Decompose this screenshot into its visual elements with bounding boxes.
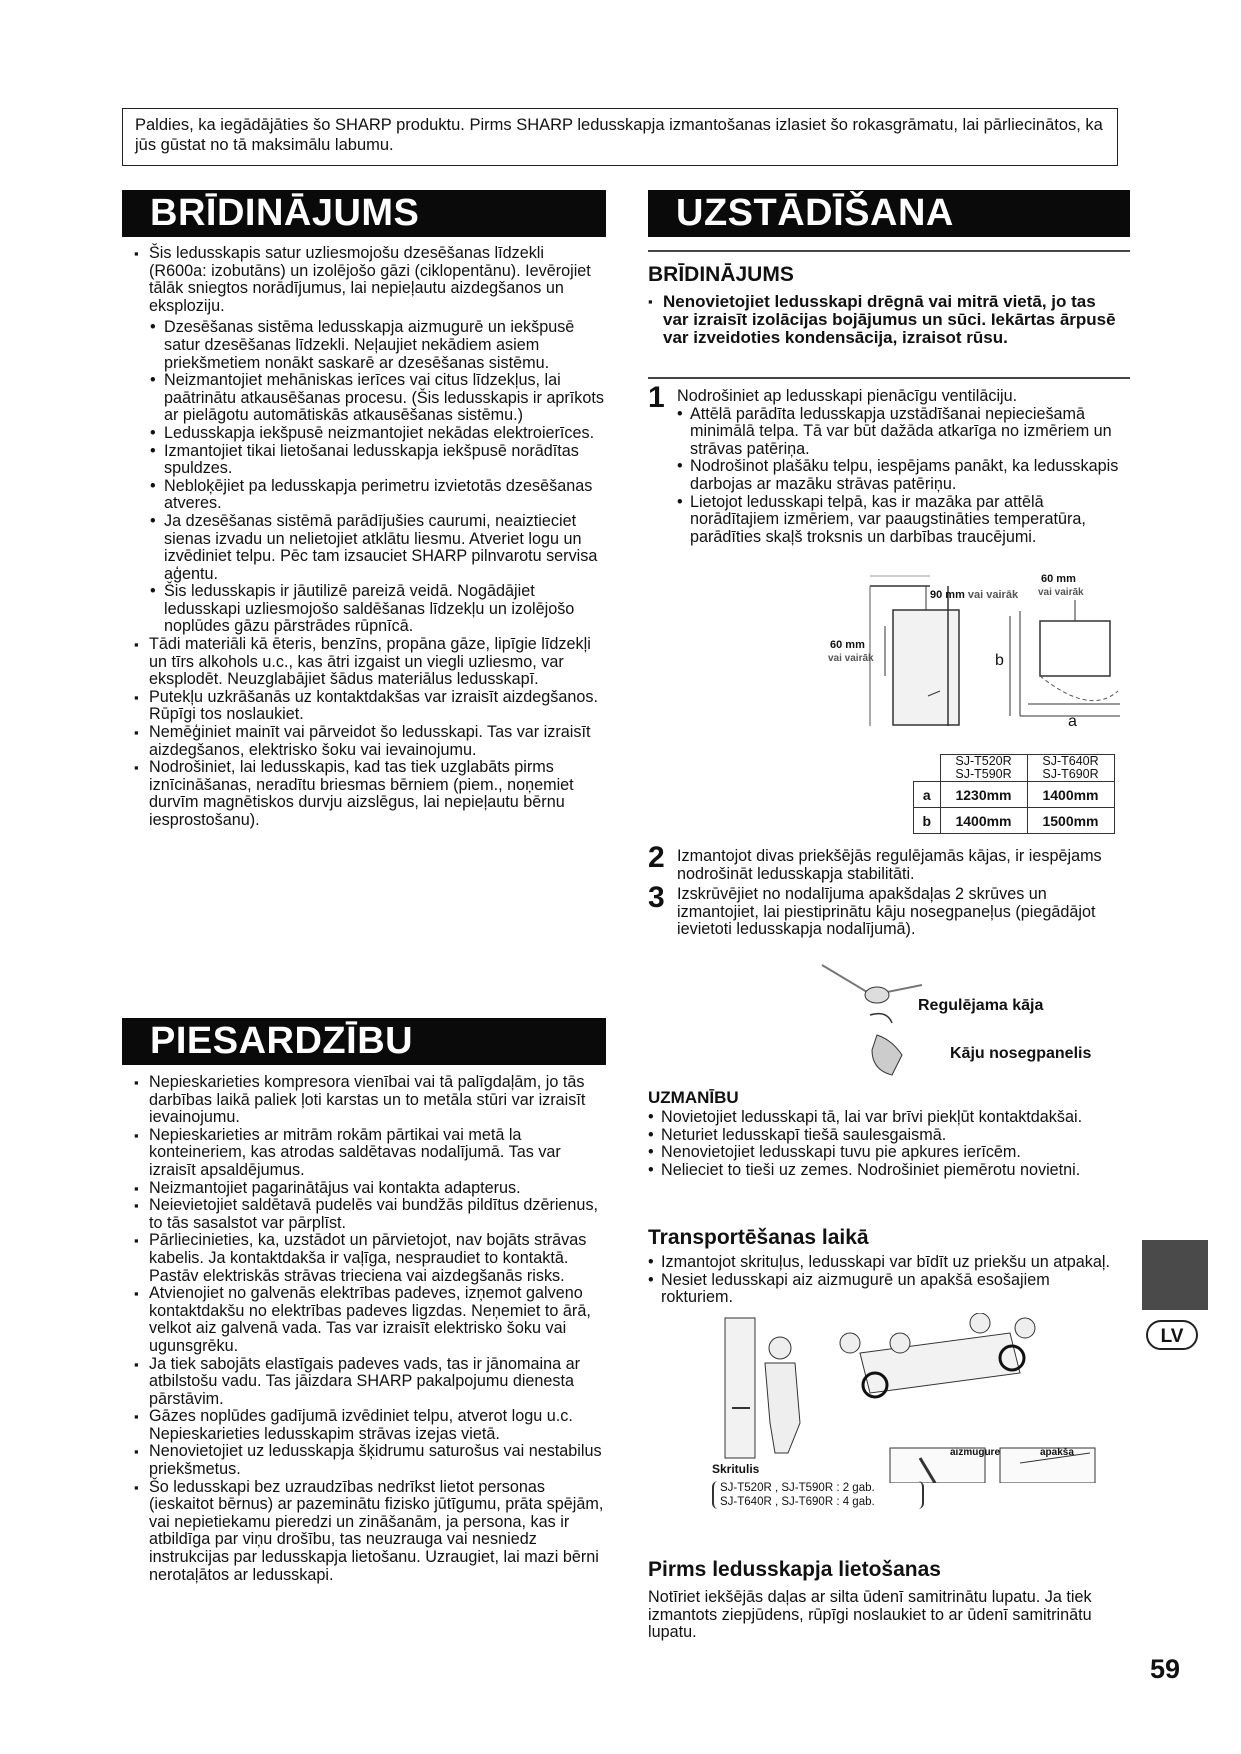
row-label: a — [914, 782, 941, 808]
person-icon — [890, 1333, 910, 1353]
transport-item: • Nesiet ledusskapi aiz aizmugurē un apakšā esošajiem rokturiem. — [648, 1272, 1118, 1307]
table-cell: 1500mm — [1027, 808, 1114, 834]
caution-item: ▪ Neizmantojiet pagarinātājus vai kontakta adapterus. — [134, 1180, 604, 1198]
warning-banner: BRĪDINĀJUMS — [122, 190, 606, 237]
dim-60-right-more: vai vairāk — [1038, 587, 1084, 598]
step-1-detail: • Nodrošinot plašāku telpu, iespējams panākt, ka ledusskapis darbojas ar mazāku strāvas patēriņu. — [677, 458, 1127, 493]
back-handle-label: aizmugure — [950, 1447, 1001, 1458]
warning-subitem: • Ja dzesēšanas sistēmā parādījušies caurumi, neaiztieciet sienas izvadu un nelietojiet atklātu liesmu. Atveriet logu un izvēdiniet telpu. Pēc tam izsauciet SHARP pilnvarotu servisa aģentu. — [134, 513, 604, 583]
dim-90-value: 90 mm — [930, 589, 965, 601]
warning-subitem: • Neizmantojiet mehāniskas ierīces vai citus līdzekļus, lai paātrinātu atkausēšanas procesu. (Šis ledusskapis ir aprīkots ar pielāgotu automātiskās atkausēšanas sistēmu.) — [134, 372, 604, 425]
notice-item: • Nelieciet to tieši uz zemes. Nodrošiniet piemērotu novietni. — [648, 1162, 1128, 1180]
caution-banner: PIESARDZĪBU — [122, 1018, 606, 1065]
language-badge: LV — [1146, 1320, 1198, 1350]
transport-item: • Izmantojot skrituļus, ledusskapi var bīdīt uz priekšu un atpakaļ. — [648, 1254, 1118, 1272]
notice-item: • Novietojiet ledusskapi tā, lai var brīvi piekļūt kontaktdakšai. — [648, 1109, 1128, 1127]
transport-list — [648, 1254, 1118, 1307]
dim-b-label: b — [995, 652, 1004, 669]
fridge-icon — [725, 1318, 755, 1458]
fridge-top-icon — [1040, 621, 1110, 676]
caster-count: SJ-T520R , SJ-T590R : 2 gab. — [720, 1482, 875, 1494]
table-cell: 1400mm — [1027, 782, 1114, 808]
divider — [648, 250, 1130, 252]
caster-count: SJ-T640R , SJ-T690R : 4 gab. — [720, 1496, 875, 1508]
divider — [648, 377, 1130, 379]
table-cell: 1230mm — [940, 782, 1027, 808]
bottom-handle-label: apakša — [1040, 1447, 1074, 1458]
step-1-text: Nodrošiniet ap ledusskapi pienācīgu ventilāciju. — [677, 387, 1018, 405]
step-1 — [677, 388, 1127, 546]
caution-item: ▪ Pārliecinieties, ka, uzstādot un pārvietojot, nav bojāts strāvas kabelis. Ja kontaktdakša ir vaļīga, nespraudiet to kontaktā. Pastāv elektriskās strāvas trieciena vai aizdegšanās risks. — [134, 1232, 604, 1285]
leg-cover-icon — [872, 1035, 902, 1075]
warning-subitem: • Izmantojiet tikai lietošanai ledusskapja iekšpusē norādītas spuldzes. — [134, 443, 604, 478]
warning-item: ▪ Tādi materiāli kā ēteris, benzīns, propāna gāze, lipīgie līdzekļi un tīrs alkohols u.c., kas ātri izgaist un viegli uzliesmo, var eksplodēt. Neuzglabājiet šādus materiālus ledusskapī. — [134, 636, 604, 689]
person-icon — [840, 1333, 860, 1353]
page-number: 59 — [1150, 1654, 1181, 1684]
install-banner: UZSTĀDĪŠANA — [648, 190, 1130, 237]
cover-label: Kāju nosegpanelis — [950, 1045, 1092, 1062]
adjustable-leg-diagram — [812, 955, 932, 1085]
notice-heading: UZMANĪBU — [648, 1088, 739, 1107]
caution-item: ▪ Atvienojiet no galvenās elektrības padeves, izņemot galveno kontaktdakšu no elektrības padeves ligzdas. Neņemiet to ārā, velkot aiz galvenā vada. Tas var izraisīt elektrisko šoku vai ugunsgrēku. — [134, 1285, 604, 1355]
step-1-detail: • Lietojot ledusskapi telpā, kas ir mazāka par attēlā norādītajiem izmēriem, var paaugstināties temperatūra, parādīties skaļš troksnis un darbības traucējumi. — [677, 494, 1127, 547]
step-number: 2 — [648, 841, 665, 874]
caution-list — [134, 1074, 604, 1584]
side-tab — [1142, 1240, 1208, 1310]
caster-label: Skritulis — [712, 1462, 760, 1476]
table-header: SJ-T640R SJ-T690R — [1027, 755, 1114, 782]
warning-item: ▪ Putekļu uzkrāšanās uz kontaktdakšas var izraisīt aizdegšanos. Rūpīgi tos noslaukiet. — [134, 689, 604, 724]
caution-item: ▪ Šo ledusskapi bez uzraudzības nedrīkst lietot personas (ieskaitot bērnus) ar pazeminātu fizisko jūtīgumu, prāta spējām, vai nepietiekamu pieredzi un zināšanām, ja persona, kas ir atbildīga par viņu drošību, tas neuzrauga vai nesniedz instrukcijas par ledusskapja lietošanu. Uzraugiet, lai mazi bērni nerotaļātos ar ledusskapi. — [134, 1479, 604, 1585]
step-number: 3 — [648, 881, 665, 914]
person-icon — [970, 1313, 990, 1333]
notice-item: • Neturiet ledusskapī tiešā saulesgaismā. — [648, 1127, 1128, 1145]
warning-item: ▪ Šis ledusskapis satur uzliesmojošu dzesēšanas līdzekli (R600a: izobutāns) un izolējošo gāzi (ciklopentānu). Ievērojiet tālāk sniegtos norādījumus, lai nepieļautu aizdegšanos un eksploziju. — [134, 245, 604, 315]
caution-item: ▪ Nenovietojiet uz ledusskapja šķidrumu saturošus vai nestabilus priekšmetus. — [134, 1443, 604, 1478]
warning-item: ▪ Nodrošiniet, lai ledusskapis, kad tas tiek uzglabāts pirms iznīcināšanas, neradītu briesmas bērniem (piem., noņemiet durvīm magnētiskos durvju aizslēgus, lai nepieļautu bērnu iesprostošanu). — [134, 759, 604, 829]
warning-item: ▪ Nemēģiniet mainīt vai pārveidot šo ledusskapi. Tas var izraisīt aizdegšanos, elektrisko šoku vai ievainojumu. — [134, 724, 604, 759]
dim-90-more: vai vairāk — [967, 589, 1019, 601]
transport-heading: Transportēšanas laikā — [648, 1226, 869, 1249]
dimensions-table — [913, 754, 1115, 834]
warning-subitem: • Dzesēšanas sistēma ledusskapja aizmugurē un iekšpusē satur dzesēšanas līdzekli. Neļaujiet nekādiem asiem priekšmetiem nonākt saskarē ar dzesēšanas sistēmu. — [134, 319, 604, 372]
notice-list — [648, 1109, 1128, 1179]
leg-icon — [865, 987, 889, 1003]
warning-subitem: • Šis ledusskapis ir jāutilizē pareizā veidā. Nogādājiet ledusskapi uzliesmojošo saldēšanas līdzekļu un izolējošo noplūdes gāzu pārstrādes rūpnīcā. — [134, 583, 604, 636]
fridge-carried-icon — [860, 1333, 1020, 1393]
dim-90 — [930, 589, 1018, 601]
step-number: 1 — [648, 381, 665, 414]
dim-60-left: 60 mm — [830, 639, 865, 651]
notice-item: • Nenovietojiet ledusskapi tuvu pie apkures ierīcēm. — [648, 1144, 1128, 1162]
caution-item: ▪ Neievietojiet saldētavā pudelēs vai bundžās pildītus dzērienus, to tās sasalstot var pārplīst. — [134, 1197, 604, 1232]
fridge-side-icon — [893, 610, 959, 725]
dim-a-label: a — [1068, 713, 1077, 730]
caution-item: ▪ Nepieskarieties ar mitrām rokām pārtikai vai metā la konteineriem, kas atrodas saldētavas nodalījumā. Tas var izraisīt apsaldējumus. — [134, 1127, 604, 1180]
dim-60-right: 60 mm — [1041, 573, 1076, 585]
install-warning-heading: BRĪDINĀJUMS — [648, 263, 794, 286]
caster-count-box — [712, 1481, 924, 1509]
install-warning — [648, 293, 1118, 347]
caution-item: ▪ Nepieskarieties kompresora vienībai vai tā palīgdaļām, jo tās darbības laikā paliek ļoti karstas un to metāla stūri var izraisīt ievainojumu. — [134, 1074, 604, 1127]
table-cell: 1400mm — [940, 808, 1027, 834]
caution-item: ▪ Gāzes noplūdes gadījumā izvēdiniet telpu, atverot logu u.c. Nepieskarieties ledusskapim strāvas izejas vietā. — [134, 1408, 604, 1443]
leg-label: Regulējama kāja — [918, 997, 1044, 1014]
step-3-text: Izskrūvējiet no nodalījuma apakšdaļas 2 skrūves un izmantojiet, lai piestiprinātu kāju nosegpaneļus (piegādājot ievietoti ledusskapja nodalījumā). — [677, 885, 1096, 939]
intro-box: Paldies, ka iegādājāties šo SHARP produktu. Pirms SHARP ledusskapja izmantošanas izlasiet šo rokasgrāmatu, lai pārliecinātos, ka jūs gūstat no tā maksimālu labumu. — [122, 108, 1118, 166]
step-1-detail: • Attēlā parādīta ledusskapja uzstādīšanai nepieciešamā minimālā telpa. Tā var būt dažāda atkarīga no izmēriem un strāvas patēriņa. — [677, 406, 1127, 459]
step-2-text: Izmantojot divas priekšējās regulējamās kājas, ir iespējams nodrošināt ledusskapja stabilitāti. — [677, 847, 1102, 883]
warning-subitem: • Ledusskapja iekšpusē neizmantojiet nekādas elektroierīces. — [134, 425, 604, 443]
before-use-text: Notīriet iekšējās daļas ar silta ūdenī samitrinātu lupatu. Ja tiek izmantots ziepjūdens, rūpīgi noslaukiet to ar ūdenī samitrinātu lupatu. — [648, 1588, 1092, 1642]
install-warning-text: ▪ Nenovietojiet ledusskapi drēgnā vai mitrā vietā, jo tas var izraisīt izolācijas bojājumus un sūci. Iekārtas ārpusē var izveidoties kondensācija, izraisot rūsu. — [648, 293, 1118, 347]
table-header: SJ-T520R SJ-T590R — [940, 755, 1027, 782]
caution-item: ▪ Ja tiek sabojāts elastīgais padeves vads, tas ir jānomaina ar atbilstošu vadu. Tas jāizdara SHARP pakalpojumu dienesta pārstāvim. — [134, 1356, 604, 1409]
warning-subitem: • Nebloķējiet pa ledusskapja perimetru izvietotās dzesēšanas atveres. — [134, 478, 604, 513]
dim-60-left-more: vai vairāk — [828, 653, 874, 664]
warning-list — [134, 245, 604, 830]
before-use-heading: Pirms ledusskapja lietošanas — [648, 1558, 941, 1581]
person-icon — [1015, 1318, 1035, 1338]
row-label: b — [914, 808, 941, 834]
person-icon — [769, 1337, 791, 1359]
